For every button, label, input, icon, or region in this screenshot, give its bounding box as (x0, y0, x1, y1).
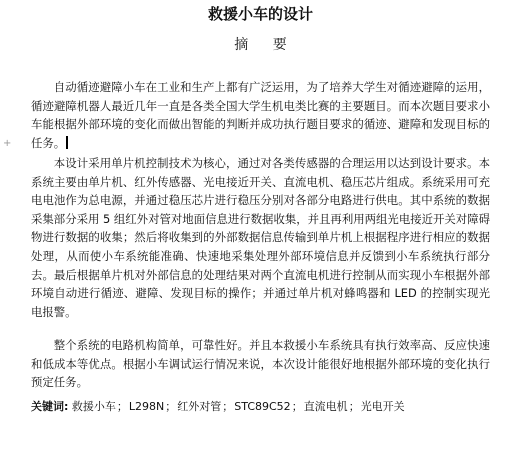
paragraph-text: 整个系统的电路机构简单，可靠性好。并且本救援小车系统具有执行效率高、反应快速和低成本等优点。根据小车调试运行情况来说，本次设计能很好地根据外部环境的变化执行预定任务。 (31, 338, 490, 390)
keyword-item: 光电开关 (360, 400, 405, 413)
keyword-item: STC89C52 (234, 400, 291, 413)
keyword-item: 直流电机 (303, 400, 348, 413)
keyword-separator: ； (291, 400, 303, 413)
keywords-line (31, 398, 490, 416)
keyword-separator: ； (348, 400, 360, 413)
abstract-heading: 摘 要 (234, 37, 297, 53)
keyword-item: 救援小车 (71, 400, 116, 413)
keyword-item: 红外对管 (177, 400, 222, 413)
abstract-paragraph-3[interactable] (31, 336, 490, 392)
keywords-label: 关键词: (31, 400, 69, 413)
margin-plus-mark: + (3, 138, 12, 149)
text-cursor (66, 136, 68, 149)
abstract-paragraph-2[interactable] (31, 154, 490, 321)
paragraph-text: 本设计采用单片机控制技术为核心，通过对各类传感器的合理运用以达到设计要求。本系统主要由单片机、红外传感器、光电接近开关、直流电机、稳压芯片组成。系统采用可充电电池作为总电源，并通过稳压芯片进行稳压分别对各部分电路进行供电。其中系统的数据采集部分采用 5 组红外对管对地面信息进行数据收集，并且再利用两组光电接近开关对障碍物进行数据的收集；然后将收集到的外部数据信息传输到单片机上根据程序进行相应的数据处理，从而使小车系统能准确、快速地采集处理外部环境信息并反馈到小车系统执行部分去。最后根据单片机对外部信息的处理结果对两个直流电机进行控制从而实现小车根据外部环境自动进行循迹、避障、发现目标的操作；并通过单片机对蜂鸣器和 LED 的控制实现光电报警。 (31, 156, 490, 319)
keyword-separator: ； (116, 400, 128, 413)
abstract-paragraph-1[interactable] (31, 78, 490, 152)
document-title: 救援小车的设计 (207, 5, 313, 23)
paragraph-text: 自动循迹避障小车在工业和生产上都有广泛运用，为了培养大学生对循迹避障的运用，循迹避障机器人最近几年一直是各类全国大学生机电类比赛的主要题目。而本次题目要求小车能根据外部环境的变化而做出智能的判断并成功执行题目要求的循迹、避障和发现目标的任务。 (31, 80, 490, 150)
keyword-separator: ； (165, 400, 177, 413)
keyword-separator: ； (222, 400, 234, 413)
keyword-item: L298N (128, 400, 165, 413)
